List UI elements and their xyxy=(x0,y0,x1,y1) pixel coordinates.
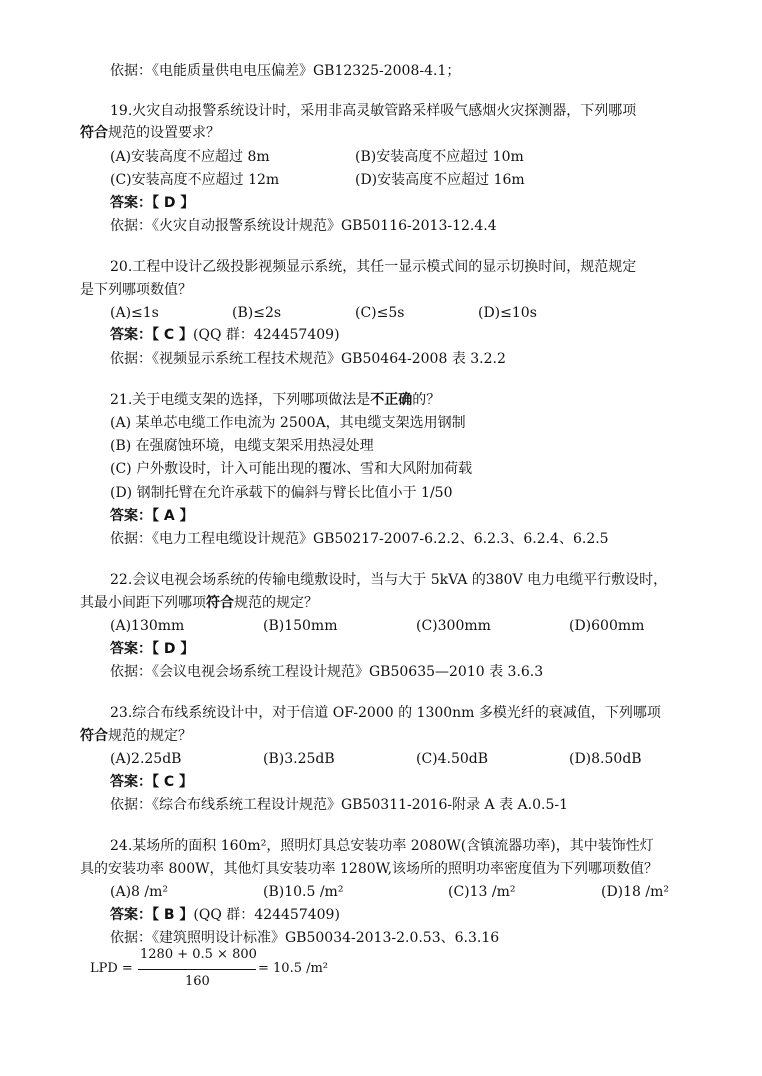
question-22-text-2 xyxy=(80,593,318,613)
option-d: (D) 钢制托臂在允许承载下的偏斜与臂长比值小于 1/50 xyxy=(110,485,453,501)
question-text-part: 规范的规定？ xyxy=(234,595,318,611)
basis-24: 依据：《建筑照明设计标准》GB50034-2013-2.0.53、6.3.16 xyxy=(110,930,500,946)
answer-22 xyxy=(110,639,194,659)
question-text-part: 其最小间距下列哪项 xyxy=(80,595,206,611)
answer-20 xyxy=(110,325,340,345)
answer-value: 【 C 】 xyxy=(152,327,194,343)
question-20-text-2: 是下列哪项数值？ xyxy=(80,282,192,298)
qq-group-note: (QQ 群：424457409) xyxy=(193,327,340,343)
option-c: (C) 户外敷设时，计入可能出现的覆冰、雪和大风附加荷载 xyxy=(110,461,473,477)
qq-group-note: (QQ 群：424457409) xyxy=(193,907,340,923)
option-d: (D)8.50dB xyxy=(569,751,642,767)
option-a: (A)≤1s xyxy=(110,305,159,321)
answer-21 xyxy=(110,506,194,526)
question-24-text-2: 具的安装功率 800W，其他灯具安装功率 1280W,该场所的照明功率密度值为下列哪项数值？ xyxy=(80,861,659,877)
question-19-text: 19.火灾自动报警系统设计时，采用非高灵敏管路采样吸气感烟火灾探测器，下列哪项 xyxy=(110,103,637,119)
option-b: (B)≤2s xyxy=(232,305,282,321)
answer-label: 答案： xyxy=(110,508,152,524)
option-b: (B)10.5 /m² xyxy=(263,884,344,900)
option-a: (A)8 /m² xyxy=(110,884,168,900)
option-a: (A)130mm xyxy=(110,618,185,634)
answer-24 xyxy=(110,905,340,925)
answer-value: 【 B 】 xyxy=(152,907,194,923)
emphasis-text: 符合 xyxy=(80,125,108,141)
emphasis-text: 符合 xyxy=(206,595,234,611)
answer-value: 【 A 】 xyxy=(152,508,194,524)
answer-value: 【 D 】 xyxy=(152,641,195,657)
question-text-part: 规范的规定？ xyxy=(108,728,192,744)
formula-result: = 10.5 /m² xyxy=(258,961,329,976)
question-23-text-2 xyxy=(80,726,192,746)
option-c: (C)300mm xyxy=(416,618,491,634)
basis-22: 依据：《会议电视会场系统工程设计规范》GB50635—2010 表 3.6.3 xyxy=(110,664,544,680)
option-d: (D)安装高度不应超过 16m xyxy=(355,172,525,188)
formula-numerator: 1280 + 0.5 × 800 xyxy=(140,947,257,962)
answer-label: 答案： xyxy=(110,641,152,657)
answer-label: 答案： xyxy=(110,195,152,211)
option-b: (B)150mm xyxy=(263,618,338,634)
question-text-part: 的？ xyxy=(412,392,441,408)
emphasis-text: 不正确 xyxy=(370,392,413,408)
option-a: (A)安装高度不应超过 8m xyxy=(110,149,270,165)
option-c: (C)13 /m² xyxy=(448,884,516,900)
answer-label: 答案： xyxy=(110,774,152,790)
option-b: (B)3.25dB xyxy=(263,751,335,767)
question-text-part: 21.关于电缆支架的选择，下列哪项做法是 xyxy=(110,392,371,408)
basis-20: 依据：《视频显示系统工程技术规范》GB50464-2008 表 3.2.2 xyxy=(110,351,506,367)
question-text-part: 规范的设置要求？ xyxy=(108,125,220,141)
option-a: (A) 某单芯电缆工作电流为 2500A，其电缆支架选用钢制 xyxy=(110,415,466,431)
answer-23 xyxy=(110,772,193,792)
option-d: (D)600mm xyxy=(569,618,645,634)
answer-label: 答案： xyxy=(110,907,152,923)
option-c: (C)安装高度不应超过 12m xyxy=(110,172,280,188)
basis-23: 依据：《综合布线系统工程设计规范》GB50311-2016-附录 A 表 A.0.5-1 xyxy=(110,797,569,813)
question-19-text-2 xyxy=(80,123,220,143)
emphasis-text: 符合 xyxy=(80,728,108,744)
basis-19: 依据：《火灾自动报警系统设计规范》GB50116-2013-12.4.4 xyxy=(110,218,497,234)
answer-label: 答案： xyxy=(110,327,152,343)
option-d: (D)18 /m² xyxy=(601,884,670,900)
answer-19 xyxy=(110,193,194,213)
fraction-bar xyxy=(138,969,256,970)
formula-lhs: LPD = xyxy=(90,961,133,976)
option-b: (B)安装高度不应超过 10m xyxy=(355,149,524,165)
basis-q18: 依据：《电能质量供电电压偏差》GB12325-2008-4.1； xyxy=(110,63,461,79)
question-23-text: 23.综合布线系统设计中，对于信道 OF-2000 的 1300nm 多模光纤的衰减值，下列哪项 xyxy=(110,705,661,721)
answer-value: 【 D 】 xyxy=(152,195,195,211)
question-21-text xyxy=(110,390,440,410)
option-b: (B) 在强腐蚀环境，电缆支架采用热浸处理 xyxy=(110,438,374,454)
question-20-text: 20.工程中设计乙级投影视频显示系统，其任一显示模式间的显示切换时间，规范规定 xyxy=(110,259,637,275)
option-c: (C)≤5s xyxy=(355,305,405,321)
option-d: (D)≤10s xyxy=(478,305,537,321)
answer-value: 【 C 】 xyxy=(152,774,194,790)
option-a: (A)2.25dB xyxy=(110,751,182,767)
basis-21: 依据：《电力工程电缆设计规范》GB50217-2007-6.2.2、6.2.3、6.2.4、6.2.5 xyxy=(110,531,609,547)
formula-denominator: 160 xyxy=(185,974,210,989)
question-24-text: 24.某场所的面积 160m²，照明灯具总安装功率 2080W(含镇流器功率)，其中装饰性灯 xyxy=(110,838,654,854)
question-22-text: 22.会议电视会场系统的传输电缆敷设时，当与大于 5kVA 的380V 电力电缆平行敷设时， xyxy=(110,572,668,588)
option-c: (C)4.50dB xyxy=(416,751,489,767)
